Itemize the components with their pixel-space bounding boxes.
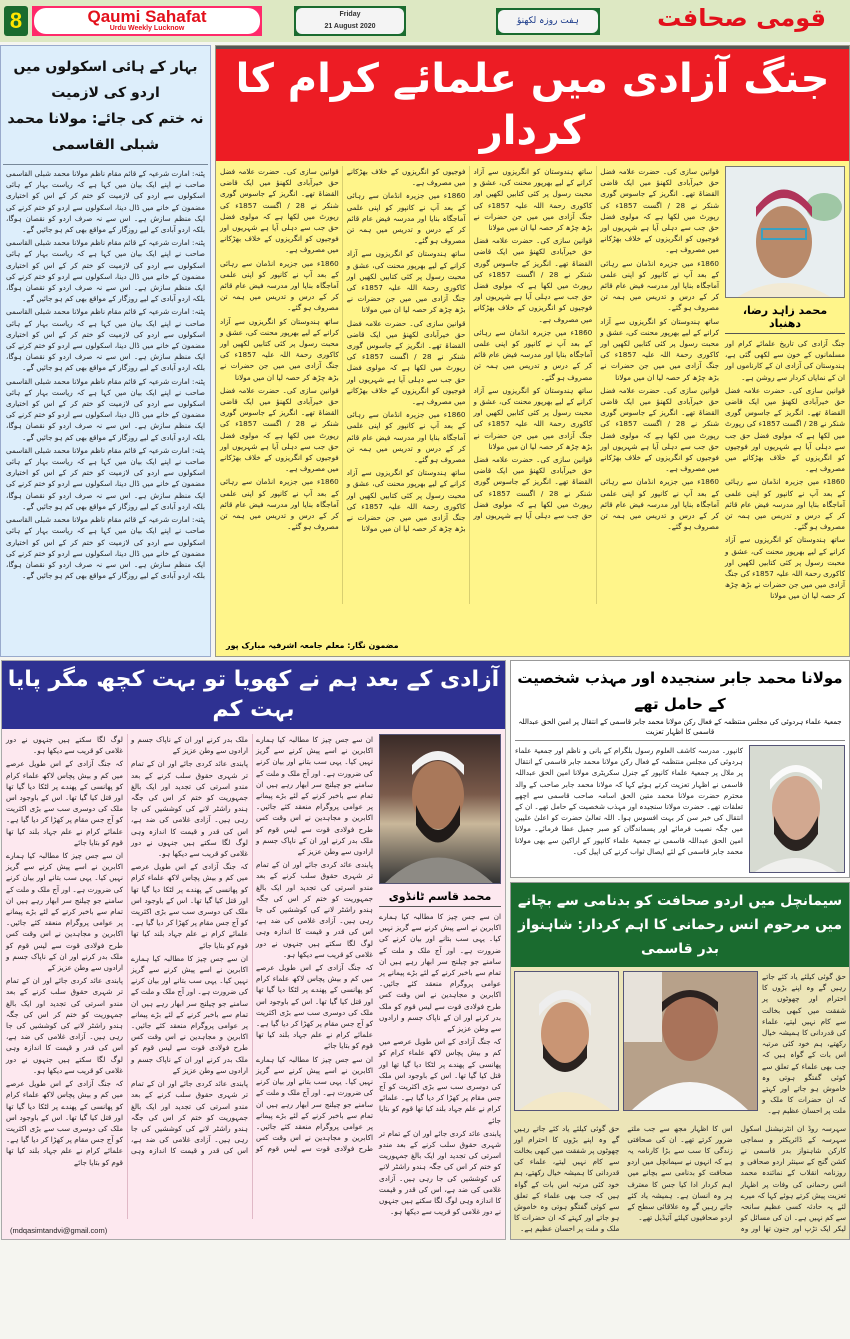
headline-line-2: میں مرحوم انس رحمانی کا اہم کردار: شاہنواز بدر قاسمی [517, 917, 843, 957]
paragraph: 1860ء میں جزیرہ انڈمان سے رہائی کے بعد آپ نے کانپور کو اپنی علمی آماجگاہ بنایا اور مدرسہ فیض عام قائم کر کے درس و تدریس میں ہمہ تن مصروف ہو گئے۔ [600, 258, 719, 313]
paragraph: پٹنہ: امارت شرعیہ کے قائم مقام ناظم مولانا محمد شبلی القاسمی صاحب نے اپنے ایک بیان میں کہا ہے کہ ریاست بہار کے ہائی اسکولوں سے اردو کی لازمیت کو ختم کر کے اس کو اختیاری مضمون کے خانے میں ڈال دینا، اسکولوں سے اردو کو ختم کرنے کی ایک منظم سازش ہے۔ اس سے نہ صرف اردو کو نقصان ہوگا، بلکہ اردو آبادی کے لیے روزگار کے مواقع بھی کم ہو جائیں گے۔ [6, 238, 205, 304]
bottom-left-headline: آزادی کے بعد ہم نے کھویا تو بہت کچھ مگر پایا بہت کم [2, 661, 505, 729]
paragraph: ساتھ ہندوستان کو انگریزوں سے آزاد کرانے کے لیے بھرپور محنت کی، عشق و محبت رسول پر کئی کتابیں لکھیں اور کاکوری رحمۃ اللہ علیہ 1857ء کی جنگ آزادی میں میں جن حضرات نے بڑھ چڑھ کر حصہ لیا ان میں مولانا [473, 167, 593, 233]
bottom-right-headline [511, 883, 849, 967]
paragraph: پابندی عائد کردی جائے اور ان کے تمام تر شہری حقوق سلب کرنے کے بعد مندو اسرتی کی تجدید اور ایک بالغ جمہوریت کو ختم کر اس کی جگہ ہندو راشٹر لانے کی کوششیں کی جا رہی ہیں۔ آزادی غلامی کی ضد ہے، اس کی قدر و قیمت کا اندازہ وہی لوگ لگا سکتے ہیں جنہوں نے دور غلامی کو قریب سے دیکھا ہو۔ [379, 1128, 501, 1217]
paragraph: قوانین سازی کی۔ حضرت علامہ فضل حق خیرآبادی لکھنؤ میں ایک قاضی القضاۃ تھے۔ انگریز کے جاسوس گوری شنکر نے 28 / اگست 1857ء کی رپورٹ میں لکھا ہے کہ مولوی فضل حق جب سے دہلی آیا ہے شہریوں اور فوجیوں کو انگریزوں کے خلاف بھڑکانے میں مصروف ہے۔ [220, 385, 339, 474]
paragraph: کہ جنگ آزادی کے اس طویل عرصے میں کم و بیش پچاس لاکھ علماء کرام کو پھانسی کے پھندے پر لٹکا دیا گیا تھا اور قتل کیا گیا تھا۔ اس کے باوجود اس ملک کی دوسری سب سے بڑی اکثریت کو آج جس مقام پر کھڑا کر دیا گیا ہے۔ علمائے کرام نے علم جہاد بلند کیا تھا قوم کو بتایا جائے [6, 759, 123, 847]
weekly-label: ہفت روزہ لکھنؤ [498, 10, 598, 33]
paragraph: قوانین سازی کی۔ حضرت علامہ فضل حق خیرآبادی لکھنؤ میں ایک قاضی القضاۃ تھے۔ انگریز کے جاسوس گوری شنکر نے 28 / اگست 1857ء کی رپورٹ میں لکھا ہے کہ مولوی فضل حق جب سے دہلی آیا ہے شہریوں اور فوجیوں کو انگریزوں کے خلاف بھڑکانے میں مصروف ہے۔ [346, 167, 593, 521]
paragraph: 1860ء میں جزیرہ انڈمان سے رہائی کے بعد آپ نے کانپور کو اپنی علمی آماجگاہ بنایا اور مدرسہ فیض عام قائم کر کے درس و تدریس میں ہمہ تن مصروف ہو گئے۔ [220, 258, 339, 313]
paragraph: 1860ء میں جزیرہ انڈمان سے رہائی کے بعد آپ نے کانپور کو اپنی علمی آماجگاہ بنایا اور مدرسہ فیض عام قائم کر کے درس و تدریس میں ہمہ تن مصروف ہو گئے۔ [473, 327, 593, 382]
paragraph: حق گوئی کیلئے یاد کئے جاتے رہیں گے وہ اپنے بڑوں کا احترام اور چھوٹوں پر شفقت میں کبھی بخالت سے کام نہیں لیتے، علماء کی قدردانی کا ہمیشہ خیال رکھتے، ہم خود کئی مرتبہ اس بات کے گواہ ہیں کہ جب بھی علماء کے تعلق سے کوئی گفتگو ہوتی وہ خاموش ہو جاتے اور کہتے کہ ان حضرات کا ملک و ملت پر احسان عظیم ہے۔ [514, 1123, 620, 1234]
main-headline: جنگ آزادی میں علمائے کرام کا کردار [216, 46, 849, 161]
paragraph: کہ جنگ آزادی کے اس طویل عرصے میں کم و بیش پچاس لاکھ علماء کرام کو پھانسی کے پھندے پر لٹکا دیا گیا تھا اور قتل کیا گیا تھا۔ اس کے باوجود اس ملک کی دوسری سب سے بڑی اکثریت کو آج جس مقام پر کھڑا کر دیا گیا ہے۔ علمائے کرام نے علم جہاد بلند کیا تھا قوم کو بتایا جائے [6, 1079, 123, 1167]
paragraph: کہ جنگ آزادی کے اس طویل عرصے میں کم و بیش پچاس لاکھ علماء کرام کو پھانسی کے پھندے پر لٹکا دیا گیا تھا اور قتل کیا گیا تھا۔ اس کے باوجود اس ملک کی دوسری سب سے بڑی اکثریت کو آج جس مقام پر کھڑا کر دیا گیا ہے۔ علمائے کرام نے علم جہاد بلند کیا تھا قوم کو بتایا جائے [256, 963, 373, 1051]
paragraph: قوانین سازی کی۔ حضرت علامہ فضل حق خیرآبادی لکھنؤ میں ایک قاضی القضاۃ تھے۔ انگریز کے جاسوس گوری شنکر نے 28 / اگست 1857ء کی رپورٹ میں لکھا ہے کہ مولوی فضل حق جب سے دہلی آیا ہے شہریوں اور فوجیوں کو انگریزوں کے خلاف بھڑکانے میں مصروف ہے۔ [725, 385, 845, 474]
obituary-headline: مولانا محمد جابر سنجیدہ اور مہذب شخصیت کے حامل تھے [517, 669, 843, 713]
main-article-aside [725, 166, 845, 604]
bottom-left-columns [2, 729, 505, 1219]
newspaper-logo [32, 6, 262, 36]
top-row [0, 45, 850, 657]
paragraph: کہ جنگ آزادی کے اس طویل عرصے میں کم و بیش پچاس لاکھ علماء کرام کو پھانسی کے پھندے پر لٹکا دیا گیا تھا اور قتل کیا گیا تھا۔ اس کے باوجود اس ملک کی دوسری سب سے بڑی اکثریت کو آج جس مقام پر کھڑا کر دیا گیا ہے۔ علمائے کرام نے علم جہاد بلند کیا تھا قوم کو بتایا جائے [379, 1037, 501, 1125]
logo-subtitle: Urdu Weekly Lucknow [109, 25, 185, 32]
paragraph: ساتھ ہندوستان کو انگریزوں سے آزاد کرانے کے لیے بھرپور محنت کی، عشق و محبت رسول پر کئی کتابیں لکھیں اور کاکوری رحمۃ اللہ علیہ 1857ء کی جنگ آزادی میں میں جن حضرات نے بڑھ چڑھ کر حصہ لیا ان میں مولانا [220, 316, 339, 382]
date-box [294, 6, 406, 36]
paragraph: ساتھ ہندوستان کو انگریزوں سے آزاد کرانے کے لیے بھرپور محنت کی، عشق و محبت رسول پر کئی کتابیں لکھیں اور کاکوری رحمۃ اللہ علیہ 1857ء کی جنگ آزادی میں میں جن حضرات نے بڑھ چڑھ کر حصہ لیا ان میں مولانا [346, 249, 466, 315]
main-article-body-right [725, 338, 845, 602]
author-photo [379, 734, 501, 884]
paragraph: ساتھ ہندوستان کو انگریزوں سے آزاد کرانے کے لیے بھرپور محنت کی، عشق و محبت رسول پر کئی کتابیں لکھیں اور کاکوری رحمۃ اللہ علیہ 1857ء کی جنگ آزادی میں میں جن حضرات نے بڑھ چڑھ کر حصہ لیا ان میں مولانا [600, 316, 719, 382]
paragraph: حق گوئی کیلئے یاد کئے جاتے رہیں گے وہ اپنے بڑوں کا احترام اور چھوٹوں پر شفقت میں کبھی بخالت سے کام نہیں لیتے، علماء کی قدردانی کا ہمیشہ خیال رکھتے، ہم خود کئی مرتبہ اس بات کے گواہ ہیں کہ جب بھی علماء کے تعلق سے کوئی گفتگو ہوتی وہ خاموش ہو جاتے اور کہتے کہ ان حضرات کا ملک و ملت پر احسان عظیم ہے۔ [762, 972, 846, 1116]
paragraph: 1860ء میں جزیرہ انڈمان سے رہائی کے بعد آپ نے کانپور کو اپنی علمی آماجگاہ بنایا اور مدرسہ فیض عام قائم کر کے درس و تدریس میں ہمہ تن مصروف ہو گئے۔ [725, 477, 845, 532]
paragraph: پٹنہ: امارت شرعیہ کے قائم مقام ناظم مولانا محمد شبلی القاسمی صاحب نے اپنے ایک بیان میں کہا ہے کہ ریاست بہار کے ہائی اسکولوں سے اردو کی لازمیت کو ختم کر کے اس کو اختیاری مضمون کے خانے میں ڈال دینا، اسکولوں سے اردو کو ختم کرنے کی ایک منظم سازش ہے۔ اس سے نہ صرف اردو کو نقصان ہوگا، بلکہ اردو آبادی کے لیے روزگار کے مواقع بھی کم ہو جائیں گے۔ [6, 169, 205, 235]
paragraph: ساتھ ہندوستان کو انگریزوں سے آزاد کرانے کے لیے بھرپور محنت کی، عشق و محبت رسول پر کئی کتابیں لکھیں اور کاکوری رحمۃ اللہ علیہ 1857ء کی جنگ آزادی میں میں جن حضرات نے بڑھ چڑھ کر حصہ لیا ان میں مولانا [473, 385, 593, 451]
obituary-body [515, 745, 743, 873]
bottom-right-photos-row [511, 967, 849, 1123]
paragraph: ساتھ ہندوستان کو انگریزوں سے آزاد کرانے کے لیے بھرپور محنت کی، عشق و محبت رسول پر کئی کتابیں لکھیں اور کاکوری رحمۃ اللہ علیہ 1857ء کی جنگ آزادی میں میں جن حضرات نے بڑھ چڑھ کر حصہ لیا ان میں مولانا [346, 468, 466, 534]
bottom-right-article [510, 882, 850, 1240]
paragraph: ان سے جس چیز کا مطالبہ کیا ہمارے اکابرین نے اسے پیش کرنے سے گریز نہیں کیا۔ یہی سب بتانے اور بیان کرنے کی ضرورت ہے۔ اور آج ملک و ملت کے سامنے جو چیلنج سر ابھار رہے ہیں ان تمام سے باخبر کرنے کے لئے بڑے پیمانے پر عوامی پروگرام منعقد کئے جائیں۔ اکابرین و مجاہدین نے اس وقت کس طرح فولادی قوت سے لیس قوم کو ملک بدر کرنے اور ان کے ناپاک جسم و ارادوں سے وطن عزیز کے [131, 735, 373, 1154]
masthead: قومی صحافت [657, 4, 826, 32]
left-article-body [3, 165, 208, 586]
paragraph: قوانین سازی کی۔ حضرت علامہ فضل حق خیرآبادی لکھنؤ میں ایک قاضی القضاۃ تھے۔ انگریز کے جاسوس گوری شنکر نے 28 / اگست 1857ء کی رپورٹ میں لکھا ہے کہ مولوی فضل حق جب سے دہلی آیا ہے شہریوں اور فوجیوں کو انگریزوں کے خلاف بھڑکانے میں مصروف ہے۔ [473, 236, 593, 324]
bottom-row [0, 660, 850, 1240]
author-photo [725, 166, 845, 298]
paragraph: ساتھ ہندوستان کو انگریزوں سے آزاد کرانے کے لیے بھرپور محنت کی، عشق و محبت رسول پر کئی کتابیں لکھیں اور کاکوری رحمۃ اللہ علیہ 1857ء کی جنگ آزادی میں میں جن حضرات نے بڑھ چڑھ کر حصہ لیا ان میں مولانا [725, 535, 845, 601]
right-column [510, 660, 850, 1240]
paragraph: قوانین سازی کی۔ حضرت علامہ فضل حق خیرآبادی لکھنؤ میں ایک قاضی القضاۃ تھے۔ انگریز کے جاسوس گوری شنکر نے 28 / اگست 1857ء کی رپورٹ میں لکھا ہے کہ مولوی فضل حق جب سے دہلی آیا ہے شہریوں اور فوجیوں کو انگریزوں کے خلاف بھڑکانے میں مصروف ہے۔ [220, 167, 339, 255]
author-email: (mdqasimtandvi@gmail.com) [10, 1225, 108, 1235]
paragraph: 1860ء میں جزیرہ انڈمان سے رہائی کے بعد آپ نے کانپور کو اپنی علمی آماجگاہ بنایا اور مدرسہ فیض عام قائم کر کے درس و تدریس میں ہمہ تن مصروف ہو گئے۔ [220, 477, 339, 532]
headline-line-1: سیمانچل میں اردو صحافت کو بدنامی سے بچانے [517, 893, 843, 909]
obituary-content [515, 745, 845, 873]
paragraph: پٹنہ: امارت شرعیہ کے قائم مقام ناظم مولانا محمد شبلی القاسمی صاحب نے اپنے ایک بیان میں کہا ہے کہ ریاست بہار کے ہائی اسکولوں سے اردو کی لازمیت کو ختم کر کے اس کو اختیاری مضمون کے خانے میں ڈال دینا، اسکولوں سے اردو کو ختم کرنے کی ایک منظم سازش ہے۔ اس سے نہ صرف اردو کو نقصان ہوگا، بلکہ اردو آبادی کے لیے روزگار کے مواقع بھی کم ہو جائیں گے۔ [6, 376, 205, 442]
paragraph: پابندی عائد کردی جائے اور ان کے تمام تر شہری حقوق سلب کرنے کے بعد مندو اسرتی کی تجدید اور ایک بالغ جمہوریت کو ختم کر اس کی جگہ ہندو راشٹر لانے کی کوششیں کی جا رہی ہیں۔ آزادی غلامی کی ضد ہے، اس کی قدر و قیمت کا اندازہ وہی لوگ لگا سکتے ہیں جنہوں نے دور غلامی کو قریب سے دیکھا ہو۔ [131, 759, 248, 859]
paragraph: پابندی عائد کردی جائے اور ان کے تمام تر شہری حقوق سلب کرنے کے بعد مندو اسرتی کی تجدید اور ایک بالغ جمہوریت کو ختم کر اس کی جگہ ہندو راشٹر لانے کی کوششیں کی جا رہی ہیں۔ آزادی غلامی کی ضد ہے، اس کی قدر و قیمت کا اندازہ وہی لوگ لگا سکتے ہیں جنہوں نے دور غلامی کو قریب سے دیکھا ہو۔ [256, 860, 373, 959]
paragraph: پابندی عائد کردی جائے اور ان کے تمام تر شہری حقوق سلب کرنے کے بعد مندو اسرتی کی تجدید اور ایک بالغ جمہوریت کو ختم کر اس کی جگہ ہندو راشٹر لانے کی کوششیں کی جا رہی ہیں۔ آزادی غلامی کی ضد ہے، اس کی قدر و قیمت کا اندازہ وہی لوگ لگا سکتے ہیں جنہوں نے دور غلامی کو قریب سے دیکھا ہو۔ [6, 976, 123, 1075]
paragraph: قوانین سازی کی۔ حضرت علامہ فضل حق خیرآبادی لکھنؤ میں ایک قاضی القضاۃ تھے۔ انگریز کے جاسوس گوری شنکر نے 28 / اگست 1857ء کی رپورٹ میں لکھا ہے کہ مولوی فضل حق جب سے دہلی آیا ہے شہریوں اور فوجیوں کو انگریزوں کے خلاف بھڑکانے میں مصروف ہے۔ [600, 167, 719, 255]
person-photo [749, 745, 845, 873]
paragraph: پابندی عائد کردی جائے اور ان کے تمام تر شہری حقوق سلب کرنے کے بعد مندو اسرتی کی تجدید اور ایک بالغ جمہوریت کو ختم کر اس کی جگہ ہندو راشٹر لانے کی کوششیں کی جا رہی ہیں۔ آزادی غلامی کی ضد ہے، اس کی قدر و قیمت کا اندازہ وہی لوگ لگا سکتے ہیں جنہوں نے دور غلامی کو قریب سے دیکھا ہو۔ [6, 735, 248, 1156]
bottom-right-body-side [762, 971, 846, 1119]
bottom-right-body [511, 1123, 849, 1239]
page-header [0, 0, 850, 42]
main-article [215, 45, 850, 657]
left-headline-line-1: بہار کے ہائی اسکولوں میں اردو کی لازمیت [13, 59, 198, 101]
paragraph: قوانین سازی کی۔ حضرت علامہ فضل حق خیرآبادی لکھنؤ میں ایک قاضی القضاۃ تھے۔ انگریز کے جاسوس گوری شنکر نے 28 / اگست 1857ء کی رپورٹ میں لکھا ہے کہ مولوی فضل حق جب سے دہلی آیا ہے شہریوں اور فوجیوں کو انگریزوں کے خلاف بھڑکانے میں مصروف ہے۔ [346, 318, 466, 407]
left-headline-line-2: نہ ختم کی جائے: مولانا محمد شبلی القاسمی [7, 111, 204, 153]
person-photo [623, 971, 758, 1111]
main-article-body [220, 166, 719, 604]
person-photo [514, 971, 619, 1111]
main-article-columns [216, 161, 849, 604]
paragraph: 1860ء میں جزیرہ انڈمان سے رہائی کے بعد آپ نے کانپور کو اپنی علمی آماجگاہ بنایا اور مدرسہ فیض عام قائم کر کے درس و تدریس میں ہمہ تن مصروف ہو گئے۔ [346, 191, 466, 246]
paragraph: جنگ آزادی کی تاریخ علمائے کرام اور مسلمانوں کے خون سے لکھی گئی ہے، ہندوستان کی آزادی ان کے کارناموں اور ان کے نمایاں کردار سے روشن ہے۔ [725, 339, 845, 382]
obituary-article [510, 660, 850, 878]
paragraph: پٹنہ: امارت شرعیہ کے قائم مقام ناظم مولانا محمد شبلی القاسمی صاحب نے اپنے ایک بیان میں کہا ہے کہ ریاست بہار کے ہائی اسکولوں سے اردو کی لازمیت کو ختم کر کے اس کو اختیاری مضمون کے خانے میں ڈال دینا، اسکولوں سے اردو کو ختم کرنے کی ایک منظم سازش ہے۔ اس سے نہ صرف اردو کو نقصان ہوگا، بلکہ اردو آبادی کے لیے روزگار کے مواقع بھی کم ہو جائیں گے۔ [6, 307, 205, 373]
left-article-headline [3, 48, 208, 165]
paragraph: 1860ء میں جزیرہ انڈمان سے رہائی کے بعد آپ نے کانپور کو اپنی علمی آماجگاہ بنایا اور مدرسہ فیض عام قائم کر کے درس و تدریس میں ہمہ تن مصروف ہو گئے۔ [346, 410, 466, 465]
weekly-label-box [496, 8, 600, 35]
author-note: مضمون نگار: معلم جامعہ اشرفیہ مبارک پور [226, 641, 399, 650]
paragraph: پٹنہ: امارت شرعیہ کے قائم مقام ناظم مولانا محمد شبلی القاسمی صاحب نے اپنے ایک بیان میں کہا ہے کہ ریاست بہار کے ہائی اسکولوں سے اردو کی لازمیت کو ختم کر کے اس کو اختیاری مضمون کے خانے میں ڈال دینا، اسکولوں سے اردو کو ختم کرنے کی ایک منظم سازش ہے۔ اس سے نہ صرف اردو کو نقصان ہوگا، بلکہ اردو آبادی کے لیے روزگار کے مواقع بھی کم ہو جائیں گے۔ [6, 515, 205, 581]
page-number: 8 [4, 6, 28, 36]
bottom-left-aside [379, 734, 501, 1219]
paragraph: سہرسہ روڈ ان انٹرنیشنل اسکول سہرسہ کے ڈائریکٹر و سماجی کارکن شاہنواز بدر قاسمی نے کشن گنج کے سینئر اردو صحافی و روزنامہ انقلاب کے نمائندہ محمد انس رحمانی کی وفات پر اظہار تعزیت پیش کرتے ہوئے کہا کہ میرے لئے یہ حادثہ کسی عظیم سانحہ سے کم نہیں ہے۔ ان کی مسائل کو لیکر ایک تڑپ اور جنون تھا اور وہ اس کا اظہار مجھ سے جب ملتے ضرور کرتے تھے۔ ان کی صحافتی زندگی کا سب سے بڑا کارنامہ یہ ہے کہ انہوں نے سیمانچل میں اردو صحافت کو بدنامی سے بچانے میں اہم کردار ادا کیا جس کا معترف ہر وہ انسان ہے۔ ہمیشہ یاد کئے جاتے رہیں گے وہ علاقائی سطح کے اردو صحافیوں کیلئے آئیڈیل تھے۔ [627, 1123, 846, 1234]
bottom-left-article [1, 660, 506, 1240]
left-article [0, 45, 211, 657]
paragraph: 1860ء میں جزیرہ انڈمان سے رہائی کے بعد آپ نے کانپور کو اپنی علمی آماجگاہ بنایا اور مدرسہ فیض عام قائم کر کے درس و تدریس میں ہمہ تن مصروف ہو گئے۔ [600, 477, 719, 532]
issue-date: 21 August 2020 [324, 23, 376, 30]
paragraph: کہ جنگ آزادی کے اس طویل عرصے میں کم و بیش پچاس لاکھ علماء کرام کو پھانسی کے پھندے پر لٹکا دیا گیا تھا اور قتل کیا گیا تھا۔ اس کے باوجود اس ملک کی دوسری سب سے بڑی اکثریت کو آج جس مقام پر کھڑا کر دیا گیا ہے۔ علمائے کرام نے علم جہاد بلند کیا تھا قوم کو بتایا جائے [131, 862, 248, 950]
paragraph: پٹنہ: امارت شرعیہ کے قائم مقام ناظم مولانا محمد شبلی القاسمی صاحب نے اپنے ایک بیان میں کہا ہے کہ ریاست بہار کے ہائی اسکولوں سے اردو کی لازمیت کو ختم کر کے اس کو اختیاری مضمون کے خانے میں ڈال دینا، اسکولوں سے اردو کو ختم کرنے کی ایک منظم سازش ہے۔ اس سے نہ صرف اردو کو نقصان ہوگا، بلکہ اردو آبادی کے لیے روزگار کے مواقع بھی کم ہو جائیں گے۔ [6, 445, 205, 511]
logo-title: Qaumi Sahafat [87, 7, 207, 26]
issue-day: Friday [339, 11, 361, 18]
paragraph: ان سے جس چیز کا مطالبہ کیا ہمارے اکابرین نے اسے پیش کرنے سے گریز نہیں کیا۔ یہی سب بتانے اور بیان کرنے کی ضرورت ہے۔ اور آج ملک و ملت کے سامنے جو چیلنج سر ابھار رہے ہیں ان تمام سے باخبر کرنے کے لئے بڑے پیمانے پر عوامی پروگرام منعقد کئے جائیں۔ اکابرین و مجاہدین نے اس وقت کس طرح فولادی قوت سے لیس قوم کو ملک بدر کرنے اور ان کے ناپاک جسم و ارادوں سے وطن عزیز کے [6, 851, 123, 973]
paragraph: ان سے جس چیز کا مطالبہ کیا ہمارے اکابرین نے اسے پیش کرنے سے گریز نہیں کیا۔ یہی سب بتانے اور بیان کرنے کی ضرورت ہے۔ اور آج ملک و ملت کے سامنے جو چیلنج سر ابھار رہے ہیں ان تمام سے باخبر کرنے کے لئے بڑے پیمانے پر عوامی پروگرام منعقد کئے جائیں۔ اکابرین و مجاہدین نے اس وقت کس طرح فولادی قوت سے لیس قوم کو ملک بدر کرنے اور ان کے ناپاک جسم و ارادوں سے وطن عزیز کے [131, 953, 248, 1075]
bottom-left-body [6, 734, 373, 1219]
paragraph: ان سے جس چیز کا مطالبہ کیا ہمارے اکابرین نے اسے پیش کرنے سے گریز نہیں کیا۔ یہی سب بتانے اور بیان کرنے کی ضرورت ہے۔ اور آج ملک و ملت کے سامنے جو چیلنج سر ابھار رہے ہیں ان تمام سے باخبر کرنے کے لئے بڑے پیمانے پر عوامی پروگرام منعقد کئے جائیں۔ اکابرین و مجاہدین نے اس وقت کس طرح فولادی قوت سے لیس قوم کو ملک بدر کرنے اور ان کے ناپاک جسم و ارادوں سے وطن عزیز کے [256, 735, 373, 857]
paragraph: ان سے جس چیز کا مطالبہ کیا ہمارے اکابرین نے اسے پیش کرنے سے گریز نہیں کیا۔ یہی سب بتانے اور بیان کرنے کی ضرورت ہے۔ اور آج ملک و ملت کے سامنے جو چیلنج سر ابھار رہے ہیں ان تمام سے باخبر کرنے کے لئے بڑے پیمانے پر عوامی پروگرام منعقد کئے جائیں۔ اکابرین و مجاہدین نے اس وقت کس طرح فولادی قوت سے لیس قوم کو ملک بدر کرنے اور ان کے ناپاک جسم و ارادوں سے وطن عزیز کے [379, 912, 501, 1034]
bottom-left-byline: محمد قاسم ٹانڈوی [379, 884, 501, 907]
main-byline: محمد زاہد رضا، دھنباد [725, 298, 845, 334]
paragraph: کانپور۔ مدرسہ کاشف العلوم رسول بلگرام کے بانی و ناظم اور جمعیۃ علماء ہردوئی کی مجلس منتظمہ کے فعال رکن مولانا محمد جابر قاسمی کے انتقال پر ملال پر جمعیۃ علماء کانپور کے جنرل سکریٹری مولانا امین الحق عبداللہ قاسمی نے اظہار تعزیت کرتے ہوئے کہا کہ مولانا محمد جابر صاحب کے والد محترم حضرت مولانا محمد متین الحق اسامہ صاحب قاسمی سے اچھے تعلقات تھے۔ حضرت مولانا سنجیدہ اور مہذب شخصیت کے حامل تھے۔ ان کے انتقال کی خبر سن کر بہت افسوس ہوا۔ اللہ تعالیٰ حضرت کو اعلیٰ علیین میں جگہ نصیب فرمائے اور پسماندگان کو صبر جمیل عطا فرمائے۔ مولانا امین الحق عبداللہ قاسمی نے جمعیۃ علماء کانپور کے اراکین سے بھی مولانا محمد جابر قاسمی کے لئے ایصال ثواب کرنے کی اپیل کی۔ [515, 746, 743, 856]
obituary-subheading: جمعیۃ علماء ہردوئی کی مجلس منتظمہ کے فعال رکن مولانا محمد جابر قاسمی کے انتقال پر امین الحق عبداللہ قاسمی کا اظہار تعزیت [515, 717, 845, 741]
bottom-left-body-right [379, 911, 501, 1217]
paragraph: قوانین سازی کی۔ حضرت علامہ فضل حق خیرآبادی لکھنؤ میں ایک قاضی القضاۃ تھے۔ انگریز کے جاسوس گوری شنکر نے 28 / اگست 1857ء کی رپورٹ میں لکھا ہے کہ مولوی فضل حق جب سے دہلی آیا ہے شہریوں اور فوجیوں کو انگریزوں کے خلاف بھڑکانے میں مصروف ہے۔ [600, 385, 719, 474]
